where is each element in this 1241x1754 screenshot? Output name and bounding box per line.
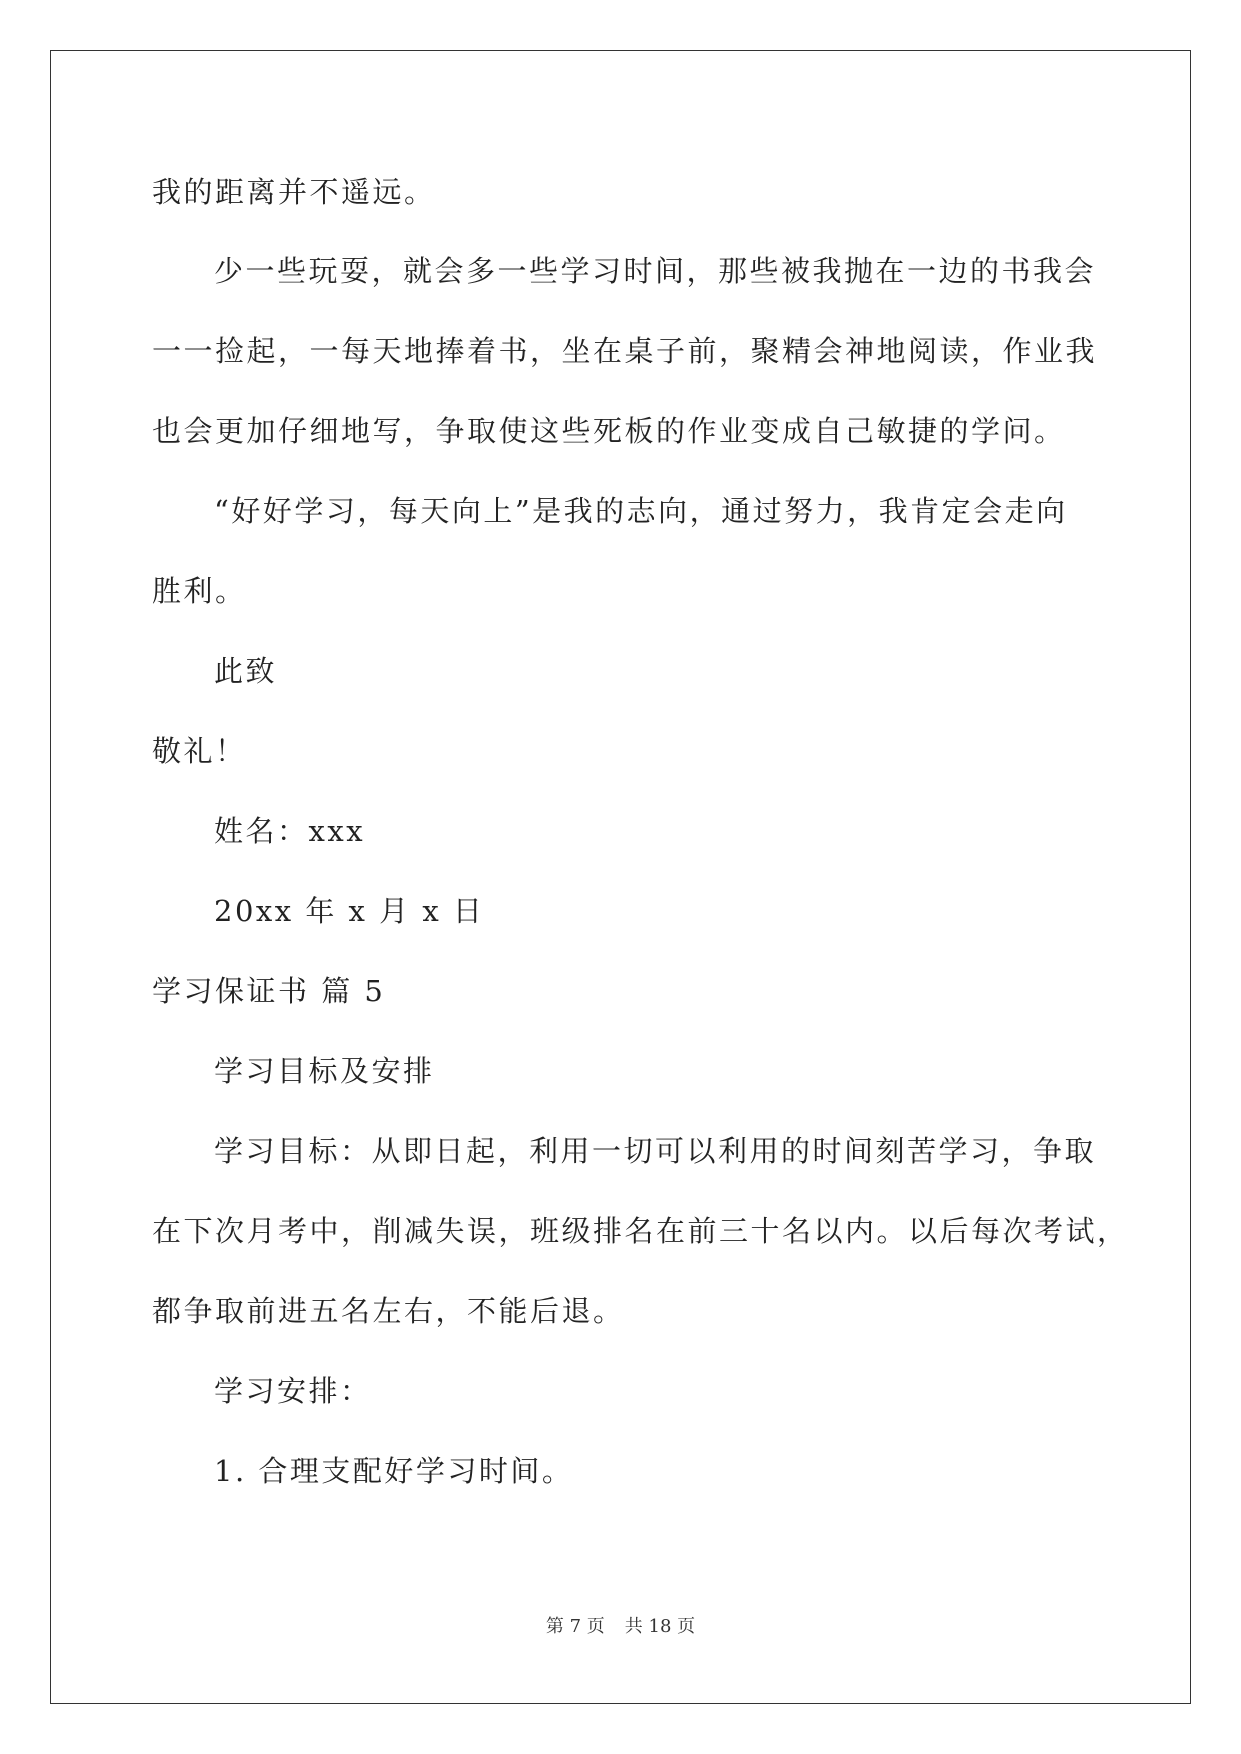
body-line-16: 学习安排： (214, 1374, 372, 1408)
body-line-4: 也会更加仔细地写，争取使这些死板的作业变成自己敏捷的学问。 (152, 414, 1066, 448)
body-line-15: 都争取前进五名左右，不能后退。 (152, 1294, 625, 1328)
signature-date: 20xx 年 x 月 x 日 (214, 894, 485, 928)
page-footer (0, 1612, 1241, 1638)
page-total: 共 18 页 (624, 1616, 696, 1637)
signature-name: 姓名：xxx (214, 814, 366, 848)
body-line-3: 一一捡起，一每天地捧着书，坐在桌子前，聚精会神地阅读，作业我 (152, 334, 1098, 368)
body-line-6: 胜利。 (152, 574, 247, 608)
body-line-17: 1. 合理支配好学习时间。 (214, 1454, 574, 1488)
body-line-5: “好好学习，每天向上”是我的志向，通过努力，我肯定会走向 (214, 494, 1068, 528)
closing-respect: 敬礼！ (152, 734, 247, 768)
body-line-1: 我的距离并不遥远。 (152, 175, 436, 209)
section-subtitle: 学习目标及安排 (214, 1054, 435, 1088)
body-line-13: 学习目标：从即日起，利用一切可以利用的时间刻苦学习，争取 (214, 1134, 1097, 1168)
body-line-14: 在下次月考中，削减失误，班级排名在前三十名以内。以后每次考试， (152, 1214, 1129, 1248)
section-title: 学习保证书 篇 5 (152, 974, 386, 1008)
body-line-2: 少一些玩耍，就会多一些学习时间，那些被我抛在一边的书我会 (214, 254, 1097, 288)
page-number: 第 7 页 (545, 1616, 605, 1637)
closing-salutation: 此致 (214, 654, 278, 688)
